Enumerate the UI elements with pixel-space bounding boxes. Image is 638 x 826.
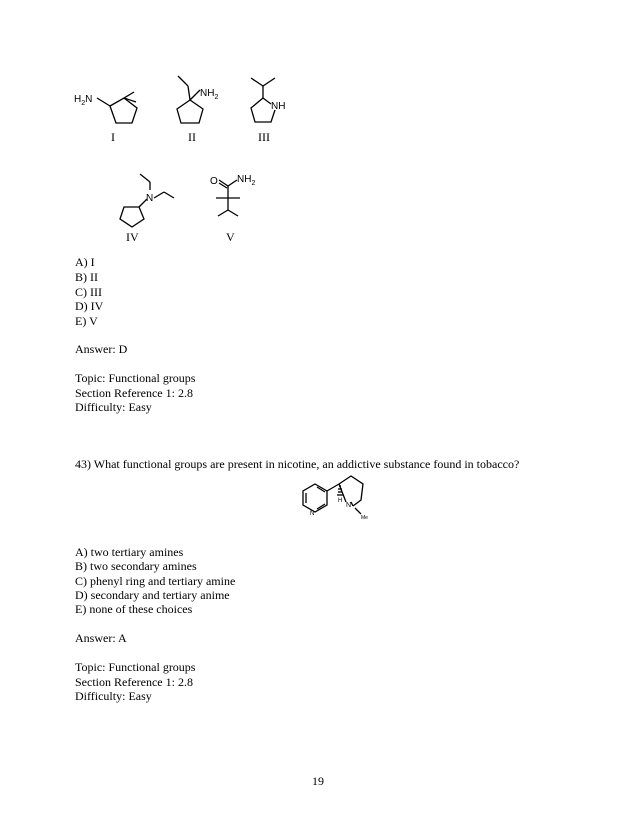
atom-label-n-iv: N <box>146 193 154 204</box>
choice-b-q43[interactable]: B) two secondary amines <box>75 559 197 573</box>
section-ref-q43: Section Reference 1: 2.8 <box>75 675 193 689</box>
difficulty-q43: Difficulty: Easy <box>75 689 152 703</box>
question-43: 43) What functional groups are present in nicotine, an addictive substance found in tobacco? <box>75 457 520 471</box>
nicotine-structure <box>295 470 385 532</box>
structure-label-v: V <box>226 230 235 244</box>
choice-d-q42[interactable]: D) IV <box>75 299 104 313</box>
choice-d-q43[interactable]: D) secondary and tertiary anime <box>75 588 230 602</box>
structure-v <box>200 170 270 230</box>
structure-label-i: I <box>111 130 115 144</box>
topic-q43: Topic: Functional groups <box>75 660 196 674</box>
choice-a-q42[interactable]: A) I <box>75 255 95 269</box>
structure-ii <box>170 72 240 132</box>
answer-q43: Answer: A <box>75 631 127 645</box>
structure-iii <box>245 72 305 132</box>
difficulty-q42: Difficulty: Easy <box>75 400 152 414</box>
choice-e-q43[interactable]: E) none of these choices <box>75 602 193 616</box>
atom-label-pyrrolidine-n: N <box>346 502 352 509</box>
atom-label-me: Me <box>361 515 368 521</box>
choice-a-q43[interactable]: A) two tertiary amines <box>75 545 184 559</box>
atom-label-h2n: $H_2N$ <box>74 94 93 107</box>
atom-label-nh2-ii: $NH_2$ <box>200 88 219 101</box>
topic-q42: Topic: Functional groups <box>75 371 196 385</box>
choice-e-q42[interactable]: E) V <box>75 314 98 328</box>
atom-label-h: H <box>338 498 343 504</box>
atom-label-pyridine-n: N <box>310 511 315 517</box>
section-ref-q42: Section Reference 1: 2.8 <box>75 386 193 400</box>
choice-c-q43[interactable]: C) phenyl ring and tertiary amine <box>75 574 236 588</box>
structure-i <box>70 80 160 140</box>
atom-label-o-v: O <box>210 176 218 187</box>
structure-iv <box>112 168 192 228</box>
choice-b-q42[interactable]: B) II <box>75 270 98 284</box>
structure-label-ii: II <box>188 130 196 144</box>
atom-label-nh-iii: NH <box>271 101 286 112</box>
structure-label-iv: IV <box>126 230 139 244</box>
choice-c-q42[interactable]: C) III <box>75 285 102 299</box>
answer-q42: Answer: D <box>75 342 128 356</box>
atom-label-nh2-v: $NH_2$ <box>237 174 256 187</box>
structure-label-iii: III <box>258 130 270 144</box>
page-number: 19 <box>312 774 324 788</box>
